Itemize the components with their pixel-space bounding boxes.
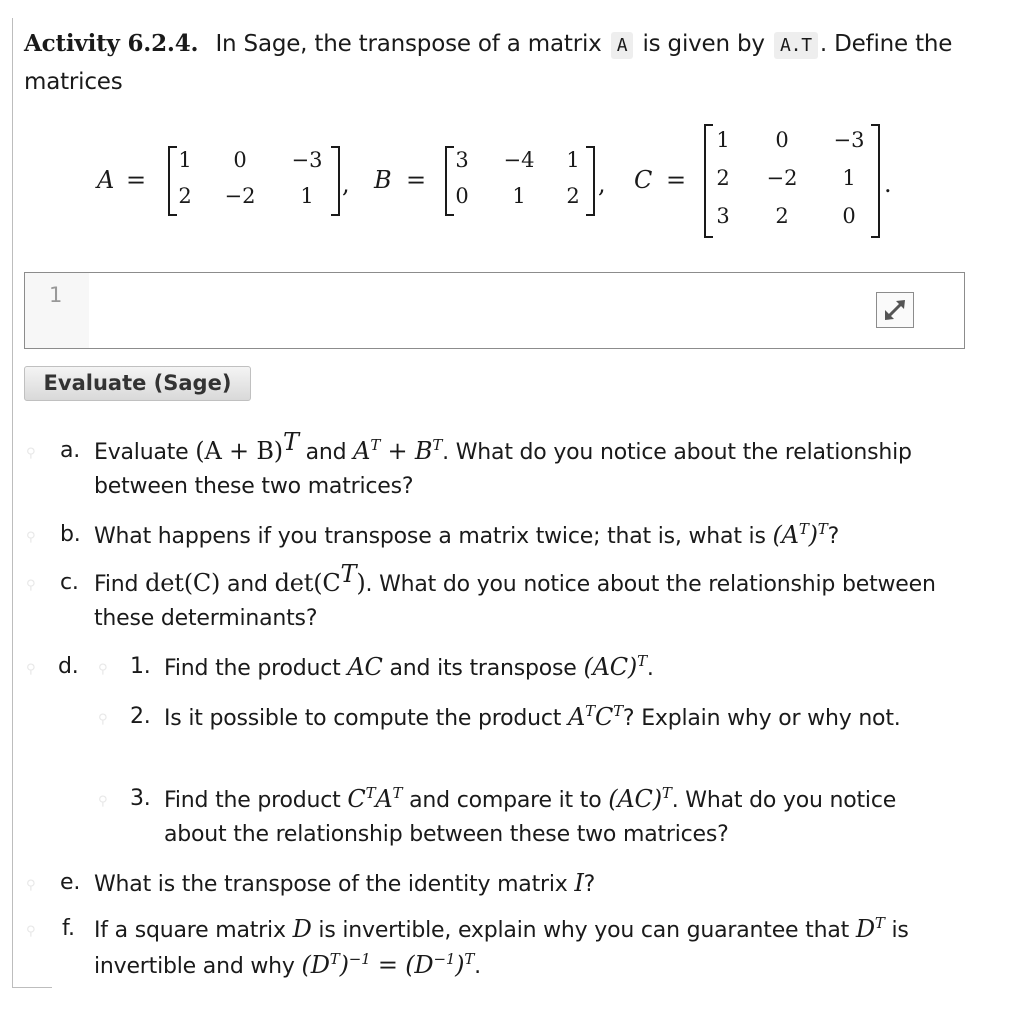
knowl-icon[interactable]: ⚲ xyxy=(26,578,36,593)
matrix-c-cell: 3 xyxy=(716,204,730,228)
line-gutter xyxy=(25,273,89,348)
question-d1-text: . xyxy=(646,656,654,681)
matrix-a-comma: , xyxy=(342,170,350,198)
knowl-icon[interactable]: ⚲ xyxy=(26,878,36,893)
question-a xyxy=(94,428,964,504)
header-text-3: . Define the matrices xyxy=(24,31,953,95)
question-c-text: Find xyxy=(94,572,139,597)
question-a-math: $A^T + B^T$ xyxy=(353,436,443,465)
question-d3-text: . What do you notice about the relationship between these two matrices? xyxy=(164,788,897,847)
question-e-text: ? xyxy=(583,872,596,897)
matrix-a-cell: 0 xyxy=(233,148,247,172)
matrix-b-label: B xyxy=(374,166,392,194)
question-d1-text: Find the product xyxy=(164,656,341,681)
matrix-c-period: . xyxy=(884,170,892,198)
matrix-a-equals: = xyxy=(126,166,147,194)
matrix-definitions xyxy=(0,118,1016,248)
question-f-text: is invertible and why xyxy=(94,918,909,979)
question-f-math: D xyxy=(292,915,312,943)
matrix-c-cell: 0 xyxy=(775,128,789,152)
matrix-a-cell: −2 xyxy=(224,184,256,208)
question-d-marker: d. xyxy=(58,654,79,679)
matrix-b-cell: 1 xyxy=(566,148,580,172)
question-b xyxy=(94,518,964,554)
question-c-marker: c. xyxy=(60,570,79,595)
matrix-c-cell: 1 xyxy=(716,128,730,152)
question-c-text: and xyxy=(226,572,268,597)
question-f-text: If a square matrix xyxy=(94,918,286,943)
knowl-icon[interactable]: ⚲ xyxy=(26,924,36,939)
question-e-math: I xyxy=(574,869,584,897)
question-c-text: . What do you notice about the relationship between these determinants? xyxy=(94,572,936,631)
matrix-c-label: C xyxy=(634,166,653,194)
question-c-math: $\det(C^T)$ xyxy=(274,560,366,597)
question-d2-math: $A^TC^T$ xyxy=(567,702,623,731)
question-a-math: $(A + B)^T$ xyxy=(195,428,299,465)
matrix-b-comma: , xyxy=(598,170,606,198)
question-d1-math: AC xyxy=(347,653,383,681)
question-d2-text: ? Explain why or why not. xyxy=(622,706,901,731)
question-c-math: det(C) xyxy=(145,569,221,597)
question-f-text: is invertible, explain why you can guarantee that xyxy=(318,918,850,943)
question-f-text: . xyxy=(474,954,481,979)
header-text-2: is given by xyxy=(642,31,765,57)
matrix-c-cell: 1 xyxy=(842,166,856,190)
activity-title: Activity 6.2.4. xyxy=(24,30,199,57)
sage-code-cell[interactable] xyxy=(24,272,965,349)
matrix-a-cell: 1 xyxy=(300,184,314,208)
question-b-marker: b. xyxy=(60,522,81,547)
matrix-b xyxy=(445,146,595,216)
matrix-a xyxy=(168,146,340,216)
matrix-c-cell: 0 xyxy=(842,204,856,228)
knowl-icon[interactable]: ⚲ xyxy=(98,794,108,809)
code-editor[interactable] xyxy=(89,273,964,348)
line-number: 1 xyxy=(49,283,63,307)
question-b-text: ? xyxy=(827,524,840,549)
question-a-text: . What do you notice about the relationship between these two matrices? xyxy=(94,440,912,499)
question-e xyxy=(94,866,964,902)
question-d1 xyxy=(164,650,964,686)
question-f-marker: f. xyxy=(62,916,75,941)
question-d1-text: and its transpose xyxy=(389,656,577,681)
header-text-1: In Sage, the transpose of a matrix xyxy=(215,31,602,57)
matrix-a-cell: 2 xyxy=(178,184,192,208)
matrix-c-cell: 2 xyxy=(716,166,730,190)
matrix-c xyxy=(704,124,880,238)
activity-header xyxy=(24,26,984,100)
matrix-b-cell: 3 xyxy=(455,148,469,172)
matrix-a-cell: 1 xyxy=(178,148,192,172)
question-d3 xyxy=(164,782,964,852)
matrix-b-equals: = xyxy=(406,166,427,194)
question-d1-marker: 1. xyxy=(130,654,151,679)
question-d2 xyxy=(164,700,964,736)
question-d1-math: (AC)$^T$ xyxy=(583,652,647,681)
matrix-c-cell: 2 xyxy=(775,204,789,228)
evaluate-sage-button[interactable]: Evaluate (Sage) xyxy=(24,366,251,401)
question-d3-math: (AC)$^T$ xyxy=(608,784,672,813)
expand-icon xyxy=(877,293,913,327)
matrix-b-cell: 2 xyxy=(566,184,580,208)
question-f-math: $(D^T)^{-1} = (D^{-1})^T$ xyxy=(301,950,475,979)
bottom-rule xyxy=(12,987,52,988)
question-d3-text: and compare it to xyxy=(409,788,602,813)
question-d2-marker: 2. xyxy=(130,704,151,729)
knowl-icon[interactable]: ⚲ xyxy=(26,530,36,545)
matrix-b-cell: 0 xyxy=(455,184,469,208)
matrix-c-equals: = xyxy=(666,166,687,194)
question-e-text: What is the transpose of the identity matrix xyxy=(94,872,568,897)
knowl-icon[interactable]: ⚲ xyxy=(26,446,36,461)
question-d2-text: Is it possible to compute the product xyxy=(164,706,562,731)
question-f-math: $D^T$ xyxy=(855,914,885,943)
expand-button[interactable] xyxy=(876,292,914,328)
code-a: A xyxy=(611,32,634,59)
question-a-marker: a. xyxy=(60,438,81,463)
question-b-math: $(A^T)^T$ xyxy=(772,520,828,549)
code-at: A.T xyxy=(774,32,818,59)
knowl-icon[interactable]: ⚲ xyxy=(26,662,36,677)
matrix-a-cell: −3 xyxy=(291,148,323,172)
question-a-text: Evaluate xyxy=(94,440,189,465)
question-e-marker: e. xyxy=(60,870,81,895)
question-c xyxy=(94,560,964,636)
question-f xyxy=(94,912,974,984)
knowl-icon[interactable]: ⚲ xyxy=(98,712,108,727)
matrix-c-cell: −2 xyxy=(766,166,798,190)
knowl-icon[interactable]: ⚲ xyxy=(98,662,108,677)
question-a-text: and xyxy=(305,440,347,465)
matrix-b-cell: −4 xyxy=(503,148,535,172)
matrix-a-label: A xyxy=(97,166,115,194)
question-d3-text: Find the product xyxy=(164,788,341,813)
question-b-text: What happens if you transpose a matrix twice; that is, what is xyxy=(94,524,766,549)
question-d3-math: $C^TA^T$ xyxy=(347,784,403,813)
matrix-b-cell: 1 xyxy=(512,184,526,208)
question-d3-marker: 3. xyxy=(130,786,151,811)
matrix-c-cell: −3 xyxy=(833,128,865,152)
